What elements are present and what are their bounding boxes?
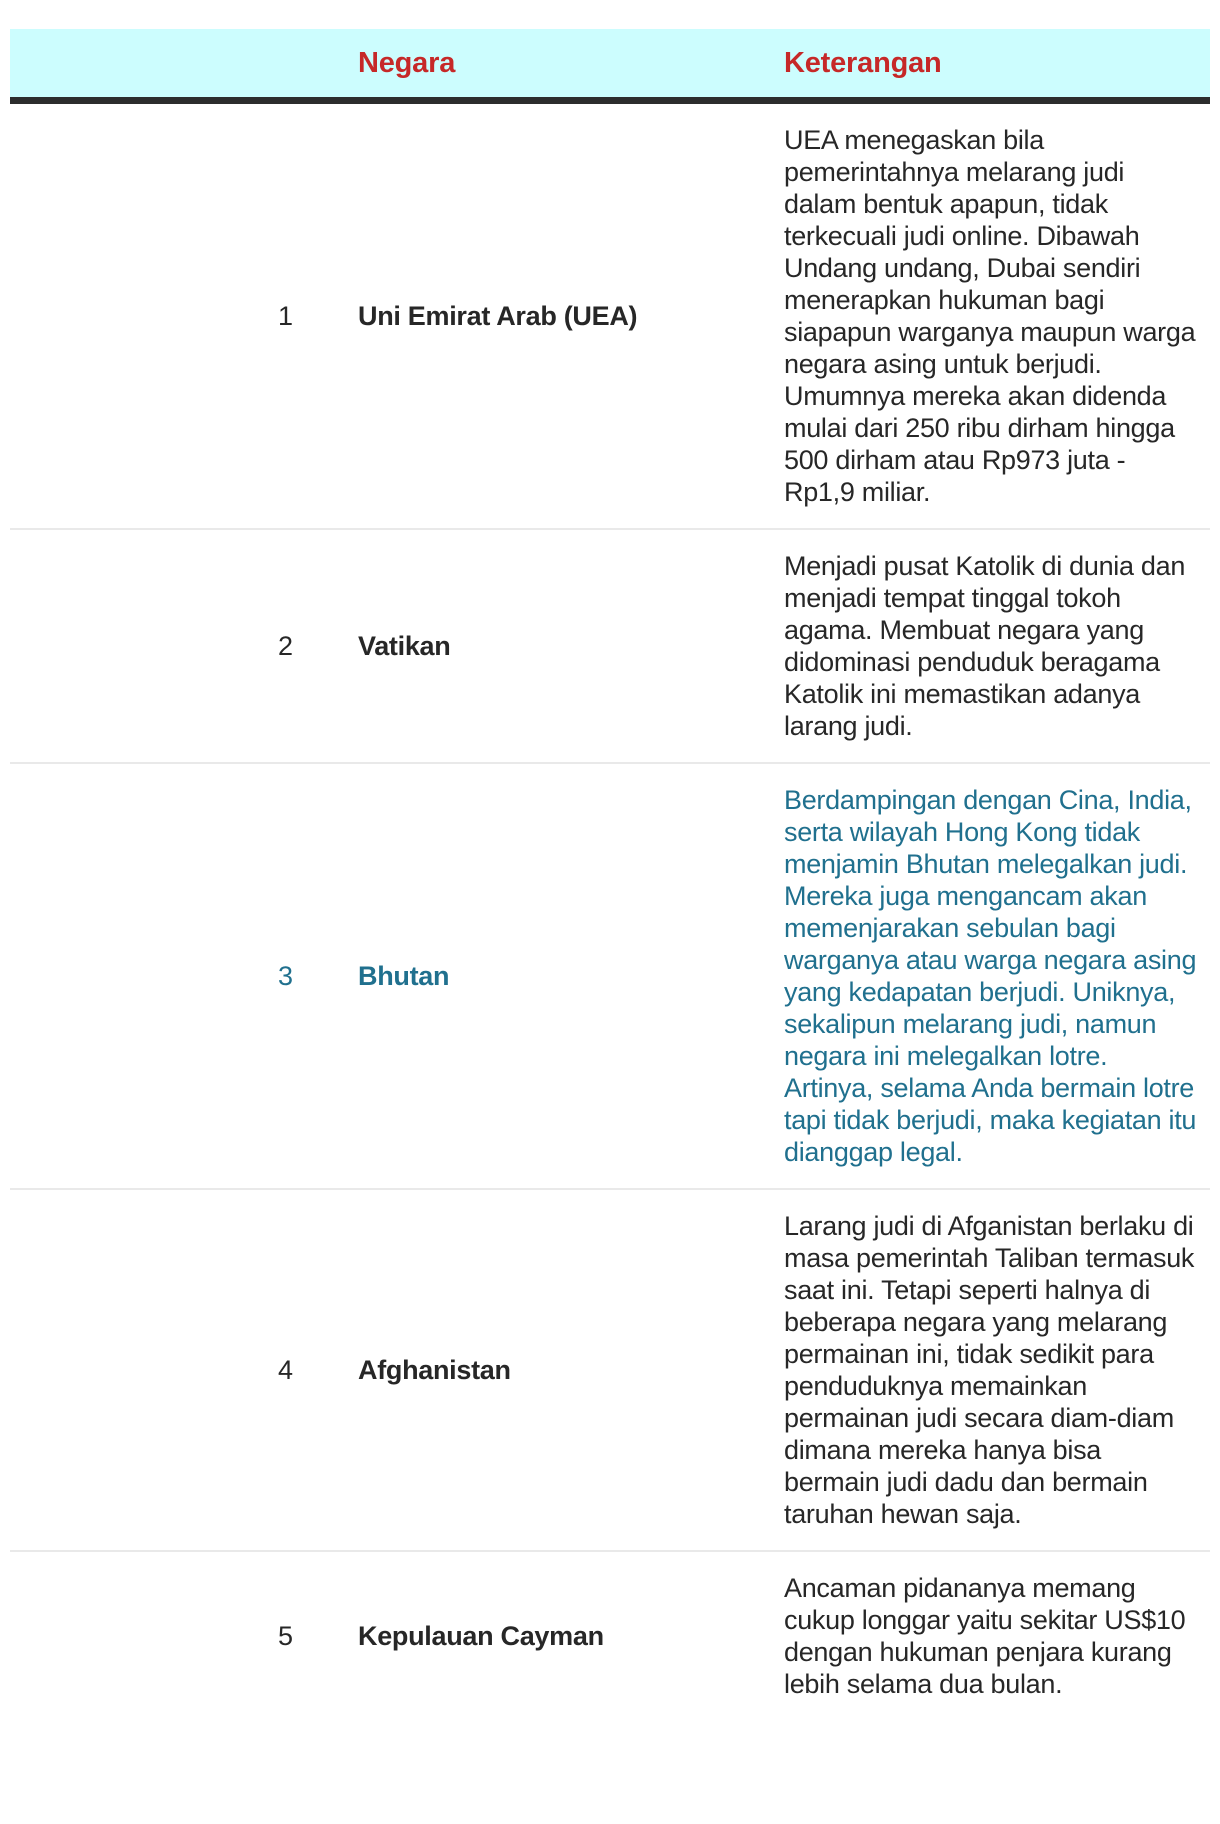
country-name: Bhutan bbox=[358, 960, 450, 991]
country-name: Uni Emirat Arab (UEA) bbox=[358, 300, 638, 331]
table-row bbox=[10, 1188, 1210, 1550]
column-header-negara: Negara bbox=[358, 46, 456, 79]
header-rule-divider bbox=[10, 97, 1210, 104]
table-row bbox=[10, 104, 1210, 528]
countries-gambling-ban-table bbox=[10, 29, 1210, 1720]
country-description: Menjadi pusat Katolik di dunia dan menjadi tempat tinggal tokoh agama. Membuat negara yang didominasi penduduk beragama Katolik ini memastikan adanya larang judi. bbox=[784, 551, 1186, 741]
table-row bbox=[10, 528, 1210, 762]
country-name: Afghanistan bbox=[358, 1354, 511, 1385]
country-name: Vatikan bbox=[358, 630, 451, 661]
table-body bbox=[10, 104, 1210, 1720]
row-number: 4 bbox=[278, 1354, 293, 1385]
row-number: 5 bbox=[278, 1620, 293, 1651]
country-description: Ancaman pidananya memang cukup longgar yaitu sekitar US$10 dengan hukuman penjara kurang lebih selama dua bulan. bbox=[784, 1573, 1186, 1699]
country-description: Berdampingan dengan Cina, India, serta wilayah Hong Kong tidak menjamin Bhutan melegalkan judi. Mereka juga mengancam akan memenjarakan sebulan bagi warganya atau warga negara asing yang kedapatan berjudi. Uniknya, sekalipun melarang judi, namun negara ini melegalkan lotre. Artinya, selama Anda bermain lotre tapi tidak berjudi, maka kegiatan itu dianggap legal. bbox=[784, 785, 1197, 1167]
table-row bbox=[10, 762, 1210, 1188]
country-description: Larang judi di Afganistan berlaku di masa pemerintah Taliban termasuk saat ini. Tetapi seperti halnya di beberapa negara yang melarang permainan ini, tidak sedikit para penduduknya memainkan permainan judi secara diam-diam dimana mereka hanya bisa bermain judi dadu dan bermain taruhan hewan saja. bbox=[784, 1211, 1195, 1529]
column-header-keterangan: Keterangan bbox=[784, 46, 942, 79]
row-number: 1 bbox=[278, 300, 293, 331]
country-description: UEA menegaskan bila pemerintahnya melarang judi dalam bentuk apapun, tidak terkecuali judi online. Dibawah Undang undang, Dubai sendiri menerapkan hukuman bagi siapapun warganya maupun warga negara asing untuk berjudi. Umumnya mereka akan didenda mulai dari 250 ribu dirham hingga 500 dirham atau Rp973 juta - Rp1,9 miliar. bbox=[784, 125, 1196, 507]
row-number: 2 bbox=[278, 630, 293, 661]
country-name: Kepulauan Cayman bbox=[358, 1620, 604, 1651]
row-number: 3 bbox=[278, 960, 293, 991]
table-row bbox=[10, 1550, 1210, 1720]
table-header bbox=[10, 29, 1210, 97]
